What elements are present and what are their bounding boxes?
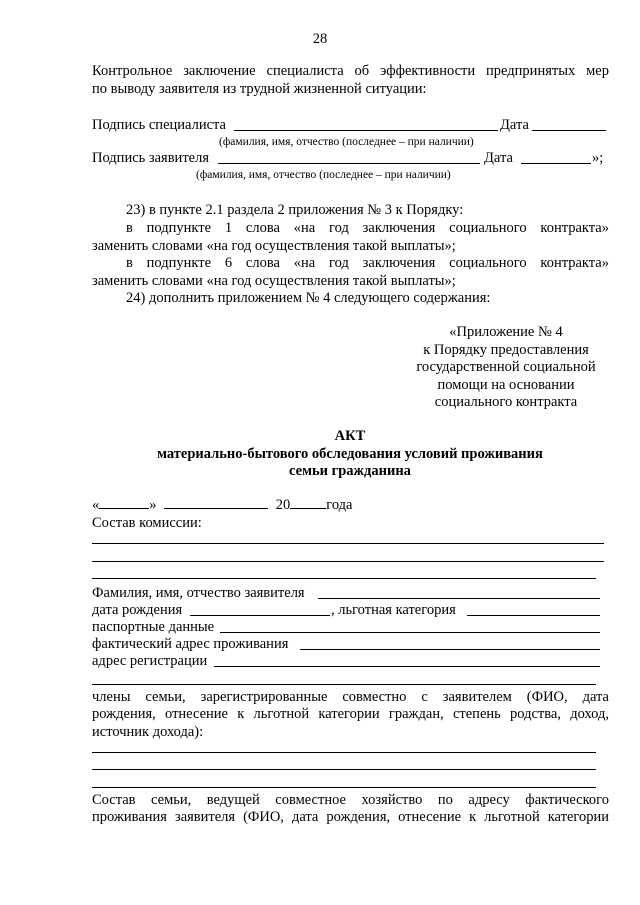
act-subtitle-line-1: материально-бытового обследования условий проживания (157, 446, 543, 462)
applicant-date-label: Дата (484, 150, 513, 166)
appendix-ref-line-5: социального контракта (434, 394, 578, 410)
date-month-blank (164, 496, 268, 509)
registration-address-blank-2 (92, 684, 596, 685)
specialist-date-label: Дата (500, 117, 529, 133)
passport-label: паспортные данные (92, 619, 215, 635)
commission-label: Состав комиссии: (92, 515, 202, 531)
amendment-23: 23) в пункте 2.1 раздела 2 приложения № 3 к Порядку: (126, 202, 464, 218)
registration-address-label: адрес регистрации (92, 653, 208, 669)
date-year-prefix: 20 (275, 497, 291, 513)
applicant-signature-line (218, 163, 480, 164)
date-day-blank (99, 496, 149, 509)
commission-blank-3 (92, 578, 596, 579)
appendix-ref-line-2: к Порядку предоставления (423, 342, 589, 358)
family-members-line-2: рождения, отнесение к льготной категории граждан, степень родства, доход, (92, 706, 609, 722)
amendment-23b-line-2: заменить словами «на год осуществления такой выплаты»; (92, 273, 456, 289)
date-close-quote: » (149, 497, 157, 513)
applicant-fio-label: Фамилия, имя, отчество заявителя (92, 585, 305, 601)
amendment-23a-line-2: заменить словами «на год осуществления такой выплаты»; (92, 238, 456, 254)
appendix-ref-line-3: государственной социальной (416, 359, 596, 375)
conclusion-line-2: по выводу заявителя из трудной жизненной ситуации: (92, 81, 427, 97)
family-members-line-1: члены семьи, зарегистрированные совместно с заявителем (ФИО, дата (92, 689, 609, 705)
amendment-23b-line-1: в подпункте 6 слова «на год заключения социального контракта» (126, 255, 609, 271)
act-title: АКТ (334, 428, 366, 444)
page-number: 28 (312, 31, 328, 47)
specialist-date-line (532, 130, 606, 131)
passport-blank (220, 632, 600, 633)
applicant-fio-hint: (фамилия, имя, отчество (последнее – при наличии) (196, 169, 451, 181)
actual-address-label: фактический адрес проживания (92, 636, 289, 652)
applicant-date-line (521, 163, 591, 164)
amendment-24: 24) дополнить приложением № 4 следующего содержания: (126, 290, 491, 306)
appendix-ref-line-1: «Приложение № 4 (449, 324, 563, 340)
applicant-fio-blank (318, 598, 600, 599)
family-members-blank-1 (92, 752, 596, 753)
family-members-blank-2 (92, 769, 596, 770)
household-line-2: проживания заявителя (ФИО, дата рождения, отнесение к льготной категории (92, 809, 609, 825)
form-date-field (92, 496, 352, 514)
date-year-suffix: года (326, 497, 353, 513)
conclusion-line-1: Контрольное заключение специалиста об эффективности предпринятых мер (92, 63, 609, 79)
commission-blank-1 (92, 543, 604, 544)
benefit-category-blank (467, 615, 600, 616)
registration-address-blank (214, 666, 600, 667)
family-members-blank-3 (92, 787, 596, 788)
family-members-line-3: источник дохода): (92, 724, 204, 740)
household-line-1: Состав семьи, ведущей совместное хозяйство по адресу фактического (92, 792, 609, 808)
specialist-signature-line (234, 130, 498, 131)
benefit-category-label: , льготная категория (331, 602, 456, 618)
signature-block-closing: »; (592, 150, 604, 166)
specialist-fio-hint: (фамилия, имя, отчество (последнее – при наличии) (219, 136, 474, 148)
act-subtitle-line-2: семьи гражданина (289, 463, 411, 479)
specialist-signature-label: Подпись специалиста (92, 117, 226, 133)
date-year-blank (290, 496, 326, 509)
appendix-ref-line-4: помощи на основании (437, 377, 575, 393)
commission-blank-2 (92, 561, 604, 562)
birth-date-label: дата рождения (92, 602, 183, 618)
date-open-quote: « (92, 497, 100, 513)
applicant-signature-label: Подпись заявителя (92, 150, 209, 166)
actual-address-blank (300, 649, 600, 650)
amendment-23a-line-1: в подпункте 1 слова «на год заключения социального контракта» (126, 220, 609, 236)
birth-date-blank (190, 615, 330, 616)
